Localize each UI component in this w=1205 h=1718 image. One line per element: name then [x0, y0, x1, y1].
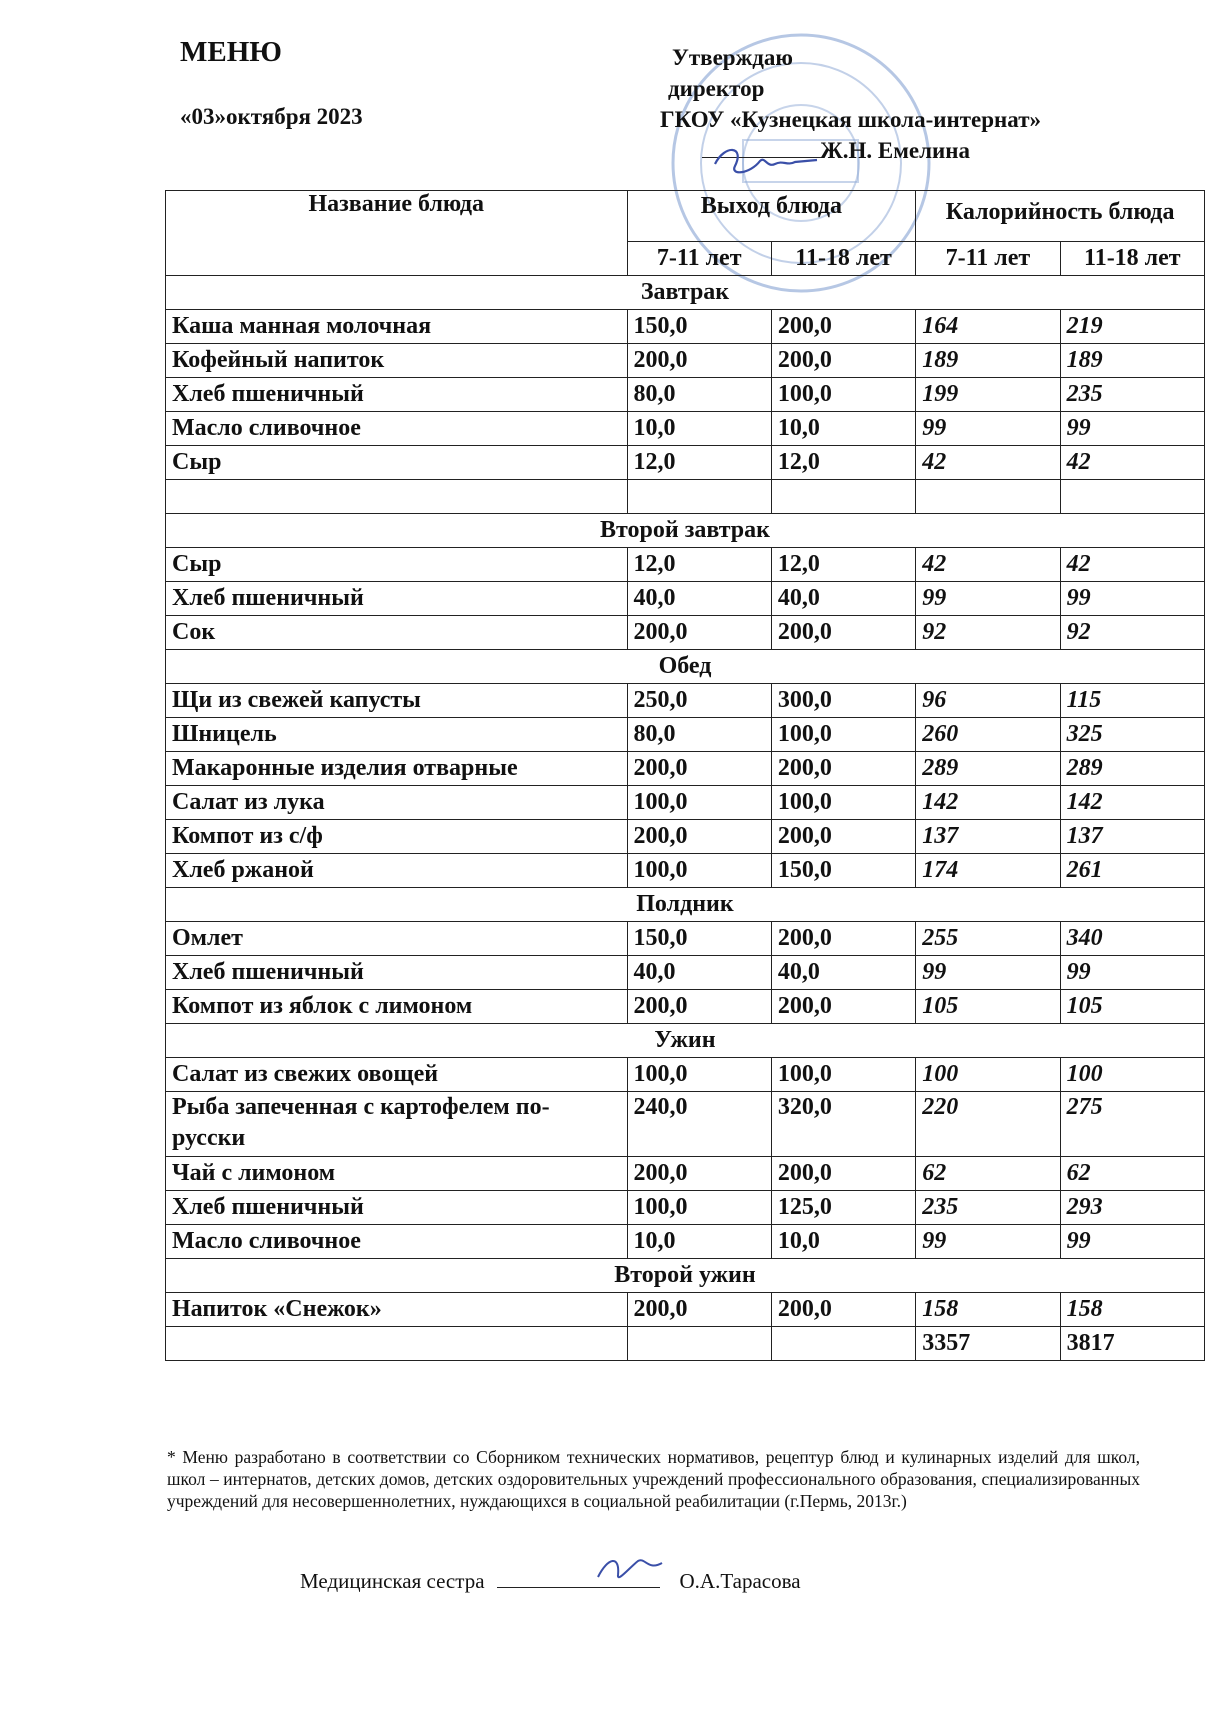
table-row	[166, 990, 1205, 1024]
output-7-11: 240,0	[627, 1092, 771, 1157]
table-row	[166, 922, 1205, 956]
table-row	[166, 446, 1205, 480]
dish-name: Сок	[166, 616, 628, 650]
totals-row	[166, 1327, 1205, 1361]
section-row	[166, 888, 1205, 922]
table-row	[166, 820, 1205, 854]
output-11-18: 320,0	[771, 1092, 915, 1157]
dish-name: Хлеб пшеничный	[166, 1191, 628, 1225]
table-row	[166, 310, 1205, 344]
calories-7-11: 289	[916, 752, 1060, 786]
dish-name: Шницель	[166, 718, 628, 752]
output-11-18: 200,0	[771, 616, 915, 650]
calories-7-11: 99	[916, 582, 1060, 616]
calories-7-11: 255	[916, 922, 1060, 956]
subheader-output-7-11: 7-11 лет	[627, 242, 771, 276]
dish-name: Салат из свежих овощей	[166, 1058, 628, 1092]
output-11-18: 100,0	[771, 718, 915, 752]
section-title: Полдник	[166, 888, 1205, 922]
total-calories-11-18: 3817	[1060, 1327, 1204, 1361]
output-7-11: 200,0	[627, 616, 771, 650]
calories-11-18: 137	[1060, 820, 1204, 854]
calories-11-18: 142	[1060, 786, 1204, 820]
totals-cell	[771, 1327, 915, 1361]
table-row	[166, 548, 1205, 582]
calories-7-11: 62	[916, 1157, 1060, 1191]
calories-7-11: 164	[916, 310, 1060, 344]
calories-7-11: 99	[916, 956, 1060, 990]
output-11-18: 100,0	[771, 786, 915, 820]
table-row	[166, 684, 1205, 718]
output-7-11: 40,0	[627, 582, 771, 616]
dish-name	[166, 480, 628, 514]
section-row	[166, 1259, 1205, 1293]
calories-11-18: 99	[1060, 412, 1204, 446]
calories-7-11: 100	[916, 1058, 1060, 1092]
header-row	[166, 191, 1205, 242]
calories-11-18: 100	[1060, 1058, 1204, 1092]
calories-11-18: 99	[1060, 956, 1204, 990]
dish-name: Хлеб пшеничный	[166, 582, 628, 616]
calories-11-18: 42	[1060, 446, 1204, 480]
menu-table	[165, 190, 1205, 1361]
section-row	[166, 276, 1205, 310]
footnote: * Меню разработано в соответствии со Сборником технических нормативов, рецептур блюд и кулинарных изделий для школ, школ – интернатов, детских домов, детских оздоровительных учреждений профессионального образования, специализированных учреждений для несовершеннолетних, нуждающихся в социальной реабилитации (г.Пермь, 2013г.)	[167, 1447, 1140, 1511]
output-11-18: 200,0	[771, 990, 915, 1024]
output-11-18: 300,0	[771, 684, 915, 718]
page-title: МЕНЮ	[180, 36, 282, 68]
nurse-role: Медицинская сестра	[300, 1569, 485, 1593]
output-11-18: 100,0	[771, 378, 915, 412]
section-title: Второй завтрак	[166, 514, 1205, 548]
output-11-18: 200,0	[771, 310, 915, 344]
table-row	[166, 786, 1205, 820]
calories-11-18: 293	[1060, 1191, 1204, 1225]
totals-cell	[627, 1327, 771, 1361]
output-7-11: 80,0	[627, 718, 771, 752]
section-row	[166, 1024, 1205, 1058]
dish-name: Хлеб пшеничный	[166, 956, 628, 990]
table-row	[166, 1293, 1205, 1327]
output-7-11: 100,0	[627, 854, 771, 888]
col-header-calories: Калорийность блюда	[916, 191, 1205, 242]
output-7-11: 200,0	[627, 1293, 771, 1327]
table-row	[166, 344, 1205, 378]
section-title: Второй ужин	[166, 1259, 1205, 1293]
nurse-signature	[590, 1547, 670, 1587]
output-11-18: 200,0	[771, 344, 915, 378]
calories-7-11: 235	[916, 1191, 1060, 1225]
calories-11-18: 99	[1060, 582, 1204, 616]
table-row	[166, 616, 1205, 650]
output-7-11: 40,0	[627, 956, 771, 990]
calories-11-18	[1060, 480, 1204, 514]
approve-line-2: директор	[668, 76, 765, 101]
output-11-18	[771, 480, 915, 514]
calories-11-18: 325	[1060, 718, 1204, 752]
calories-7-11: 92	[916, 616, 1060, 650]
dish-name: Масло сливочное	[166, 412, 628, 446]
dish-name: Сыр	[166, 446, 628, 480]
calories-7-11: 96	[916, 684, 1060, 718]
output-11-18: 10,0	[771, 412, 915, 446]
output-7-11: 80,0	[627, 378, 771, 412]
table-row	[166, 956, 1205, 990]
total-calories-7-11: 3357	[916, 1327, 1060, 1361]
calories-11-18: 158	[1060, 1293, 1204, 1327]
calories-11-18: 340	[1060, 922, 1204, 956]
calories-7-11: 42	[916, 446, 1060, 480]
output-11-18: 100,0	[771, 1058, 915, 1092]
output-11-18: 200,0	[771, 922, 915, 956]
output-7-11: 200,0	[627, 990, 771, 1024]
calories-11-18: 275	[1060, 1092, 1204, 1157]
dish-name: Чай с лимоном	[166, 1157, 628, 1191]
calories-11-18: 62	[1060, 1157, 1204, 1191]
nurse-signature-block	[300, 1567, 801, 1594]
calories-7-11: 220	[916, 1092, 1060, 1157]
calories-7-11	[916, 480, 1060, 514]
output-11-18: 12,0	[771, 446, 915, 480]
dish-name: Рыба запеченная с картофелем по-русски	[166, 1092, 628, 1157]
calories-11-18: 105	[1060, 990, 1204, 1024]
output-11-18: 12,0	[771, 548, 915, 582]
output-11-18: 200,0	[771, 820, 915, 854]
subheader-cal-11-18: 11-18 лет	[1060, 242, 1204, 276]
director-name: Ж.Н. Емелина	[820, 138, 971, 163]
output-7-11: 200,0	[627, 344, 771, 378]
output-11-18: 40,0	[771, 582, 915, 616]
table-row	[166, 718, 1205, 752]
section-row	[166, 650, 1205, 684]
calories-11-18: 92	[1060, 616, 1204, 650]
col-header-name: Название блюда	[166, 191, 628, 276]
calories-11-18: 289	[1060, 752, 1204, 786]
director-signature	[705, 136, 825, 186]
calories-11-18: 99	[1060, 1225, 1204, 1259]
approve-line-1: Утверждаю	[672, 45, 793, 70]
calories-7-11: 99	[916, 412, 1060, 446]
output-7-11: 150,0	[627, 310, 771, 344]
dish-name: Компот из с/ф	[166, 820, 628, 854]
output-7-11: 12,0	[627, 548, 771, 582]
dish-name: Напиток «Снежок»	[166, 1293, 628, 1327]
dish-name: Хлеб ржаной	[166, 854, 628, 888]
dish-name: Масло сливочное	[166, 1225, 628, 1259]
calories-7-11: 260	[916, 718, 1060, 752]
output-11-18: 40,0	[771, 956, 915, 990]
calories-11-18: 261	[1060, 854, 1204, 888]
calories-7-11: 137	[916, 820, 1060, 854]
dish-name: Сыр	[166, 548, 628, 582]
output-7-11: 12,0	[627, 446, 771, 480]
calories-7-11: 42	[916, 548, 1060, 582]
calories-7-11: 105	[916, 990, 1060, 1024]
col-header-output: Выход блюда	[627, 191, 916, 242]
dish-name: Салат из лука	[166, 786, 628, 820]
calories-7-11: 158	[916, 1293, 1060, 1327]
dish-name: Компот из яблок с лимоном	[166, 990, 628, 1024]
output-7-11: 250,0	[627, 684, 771, 718]
output-7-11: 10,0	[627, 412, 771, 446]
output-7-11: 100,0	[627, 1058, 771, 1092]
dish-name: Макаронные изделия отварные	[166, 752, 628, 786]
approve-line-3: ГКОУ «Кузнецкая школа-интернат»	[660, 107, 1042, 132]
output-7-11: 10,0	[627, 1225, 771, 1259]
calories-11-18: 42	[1060, 548, 1204, 582]
output-11-18: 200,0	[771, 1157, 915, 1191]
calories-7-11: 174	[916, 854, 1060, 888]
output-7-11: 200,0	[627, 820, 771, 854]
calories-11-18: 219	[1060, 310, 1204, 344]
output-11-18: 150,0	[771, 854, 915, 888]
output-7-11: 200,0	[627, 752, 771, 786]
dish-name: Каша манная молочная	[166, 310, 628, 344]
totals-cell	[166, 1327, 628, 1361]
output-7-11: 200,0	[627, 1157, 771, 1191]
section-title: Ужин	[166, 1024, 1205, 1058]
section-row	[166, 514, 1205, 548]
table-row	[166, 582, 1205, 616]
calories-7-11: 199	[916, 378, 1060, 412]
output-7-11: 100,0	[627, 1191, 771, 1225]
dish-name: Щи из свежей капусты	[166, 684, 628, 718]
calories-7-11: 189	[916, 344, 1060, 378]
table-row	[166, 1225, 1205, 1259]
subheader-output-11-18: 11-18 лет	[771, 242, 915, 276]
calories-11-18: 115	[1060, 684, 1204, 718]
table-row	[166, 752, 1205, 786]
section-title: Обед	[166, 650, 1205, 684]
output-11-18: 200,0	[771, 1293, 915, 1327]
output-7-11: 100,0	[627, 786, 771, 820]
table-row	[166, 854, 1205, 888]
calories-7-11: 99	[916, 1225, 1060, 1259]
output-7-11	[627, 480, 771, 514]
output-11-18: 125,0	[771, 1191, 915, 1225]
calories-11-18: 189	[1060, 344, 1204, 378]
calories-7-11: 142	[916, 786, 1060, 820]
output-11-18: 200,0	[771, 752, 915, 786]
output-7-11: 150,0	[627, 922, 771, 956]
dish-name: Кофейный напиток	[166, 344, 628, 378]
table-row	[166, 412, 1205, 446]
table-row	[166, 1058, 1205, 1092]
table-row	[166, 1191, 1205, 1225]
table-row	[166, 378, 1205, 412]
output-11-18: 10,0	[771, 1225, 915, 1259]
subheader-cal-7-11: 7-11 лет	[916, 242, 1060, 276]
menu-date: «03»октября 2023	[180, 104, 363, 129]
table-row	[166, 1092, 1205, 1157]
dish-name: Хлеб пшеничный	[166, 378, 628, 412]
section-title: Завтрак	[166, 276, 1205, 310]
table-row	[166, 1157, 1205, 1191]
calories-11-18: 235	[1060, 378, 1204, 412]
nurse-name: О.А.Тарасова	[679, 1569, 801, 1593]
dish-name: Омлет	[166, 922, 628, 956]
table-row	[166, 480, 1205, 514]
